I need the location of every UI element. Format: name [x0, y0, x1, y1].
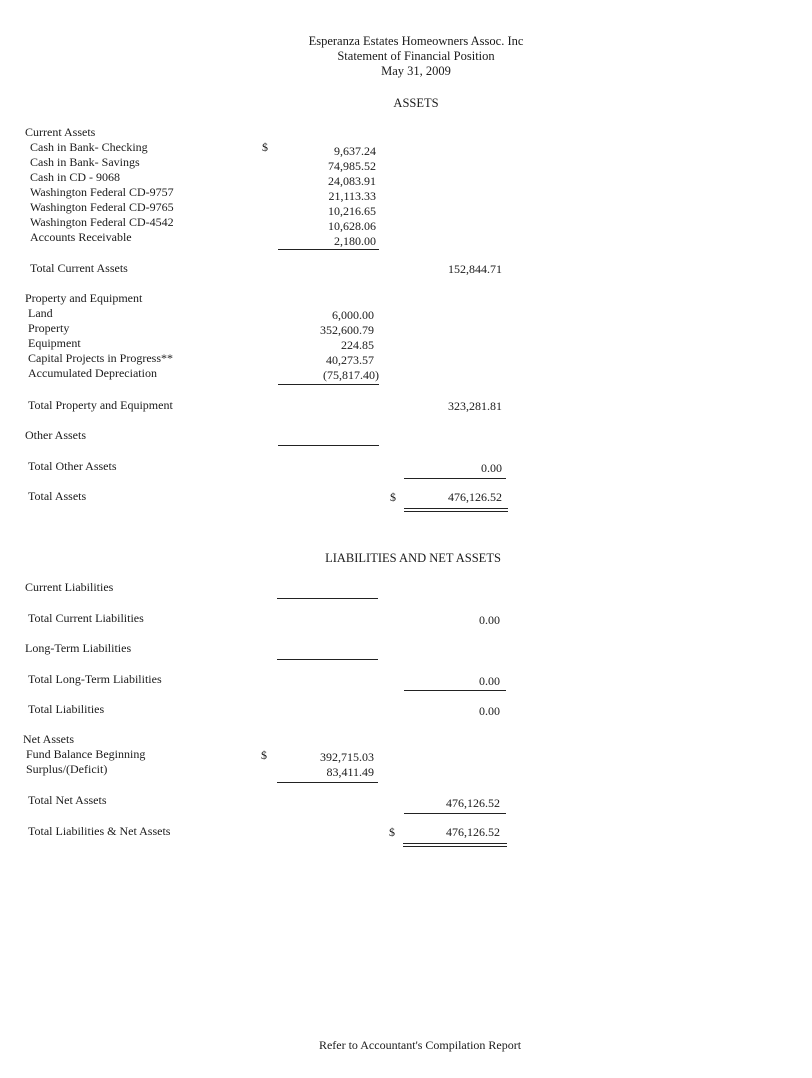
line-item-amount: 392,715.03: [320, 750, 374, 764]
line-item-label: Surplus/(Deficit): [26, 762, 108, 776]
line-item-amount: 74,985.52: [328, 159, 376, 173]
total-other-assets-label: Total Other Assets: [28, 459, 117, 473]
statement-date: May 31, 2009: [381, 64, 451, 78]
total-longterm-liabilities-amount: 0.00: [479, 674, 500, 688]
line-item-amount: 9,637.24: [334, 144, 376, 158]
line-item-label: Accounts Receivable: [30, 230, 132, 244]
total-property-label: Total Property and Equipment: [28, 398, 173, 412]
liabilities-heading: LIABILITIES AND NET ASSETS: [325, 551, 501, 565]
total-current-assets-label: Total Current Assets: [30, 261, 128, 275]
total-current-assets-amount: 152,844.71: [448, 262, 502, 276]
total-liabilities-amount: 0.00: [479, 704, 500, 718]
total-net-assets-amount: 476,126.52: [446, 796, 500, 810]
line-item-label: Accumulated Depreciation: [28, 366, 157, 380]
line-item-label: Washington Federal CD-9765: [30, 200, 174, 214]
longterm-liabilities-label: Long-Term Liabilities: [25, 641, 132, 655]
currency-symbol: $: [390, 490, 396, 504]
total-longterm-liabilities-label: Total Long-Term Liabilities: [28, 672, 162, 686]
line-item-amount: 352,600.79: [320, 323, 374, 337]
line-item-amount: (75,817.40): [323, 368, 379, 382]
double-rule: [404, 508, 508, 512]
line-item-label: Land: [28, 306, 53, 320]
line-item-amount: 40,273.57: [326, 353, 374, 367]
double-rule: [403, 843, 507, 847]
total-assets-label: Total Assets: [28, 489, 87, 503]
current-assets-label: Current Assets: [25, 125, 96, 139]
footer-note: Refer to Accountant's Compilation Report: [318, 1038, 522, 1052]
total-assets-amount: 476,126.52: [448, 490, 502, 504]
line-item-amount: 21,113.33: [328, 189, 376, 203]
total-rule: [404, 690, 506, 691]
subtotal-rule: [278, 445, 379, 446]
line-item-label: Cash in Bank- Checking: [30, 140, 148, 154]
line-item-label: Cash in Bank- Savings: [30, 155, 140, 169]
other-assets-label: Other Assets: [25, 428, 86, 442]
org-name: Esperanza Estates Homeowners Assoc. Inc: [308, 34, 524, 48]
currency-symbol: $: [389, 825, 395, 839]
subtotal-rule: [277, 598, 378, 599]
line-item-amount: 83,411.49: [326, 765, 374, 779]
current-liabilities-label: Current Liabilities: [25, 580, 114, 594]
line-item-label: Cash in CD - 9068: [30, 170, 120, 184]
currency-symbol: $: [261, 748, 267, 762]
subtotal-rule: [278, 249, 379, 250]
grand-total-amount: 476,126.52: [446, 825, 500, 839]
total-current-liabilities-amount: 0.00: [479, 613, 500, 627]
statement-title: Statement of Financial Position: [337, 49, 495, 63]
subtotal-rule: [278, 384, 379, 385]
line-item-label: Property: [28, 321, 70, 335]
line-item-label: Fund Balance Beginning: [26, 747, 146, 761]
line-item-label: Equipment: [28, 336, 81, 350]
total-current-liabilities-label: Total Current Liabilities: [28, 611, 144, 625]
line-item-amount: 6,000.00: [332, 308, 374, 322]
assets-heading: ASSETS: [393, 96, 439, 110]
line-item-label: Washington Federal CD-4542: [30, 215, 174, 229]
subtotal-rule: [277, 782, 378, 783]
line-item-label: Washington Federal CD-9757: [30, 185, 174, 199]
total-rule: [404, 478, 506, 479]
total-liabilities-label: Total Liabilities: [28, 702, 105, 716]
line-item-amount: 224.85: [341, 338, 374, 352]
currency-symbol: $: [262, 140, 268, 154]
line-item-amount: 10,628.06: [328, 219, 376, 233]
line-item-amount: 2,180.00: [334, 234, 376, 248]
total-rule: [404, 813, 506, 814]
grand-total-label: Total Liabilities & Net Assets: [28, 824, 171, 838]
total-net-assets-label: Total Net Assets: [28, 793, 107, 807]
total-other-assets-amount: 0.00: [481, 461, 502, 475]
line-item-label: Capital Projects in Progress**: [28, 351, 173, 365]
subtotal-rule: [277, 659, 378, 660]
property-label: Property and Equipment: [25, 291, 143, 305]
net-assets-label: Net Assets: [23, 732, 74, 746]
total-property-amount: 323,281.81: [448, 399, 502, 413]
line-item-amount: 24,083.91: [328, 174, 376, 188]
line-item-amount: 10,216.65: [328, 204, 376, 218]
